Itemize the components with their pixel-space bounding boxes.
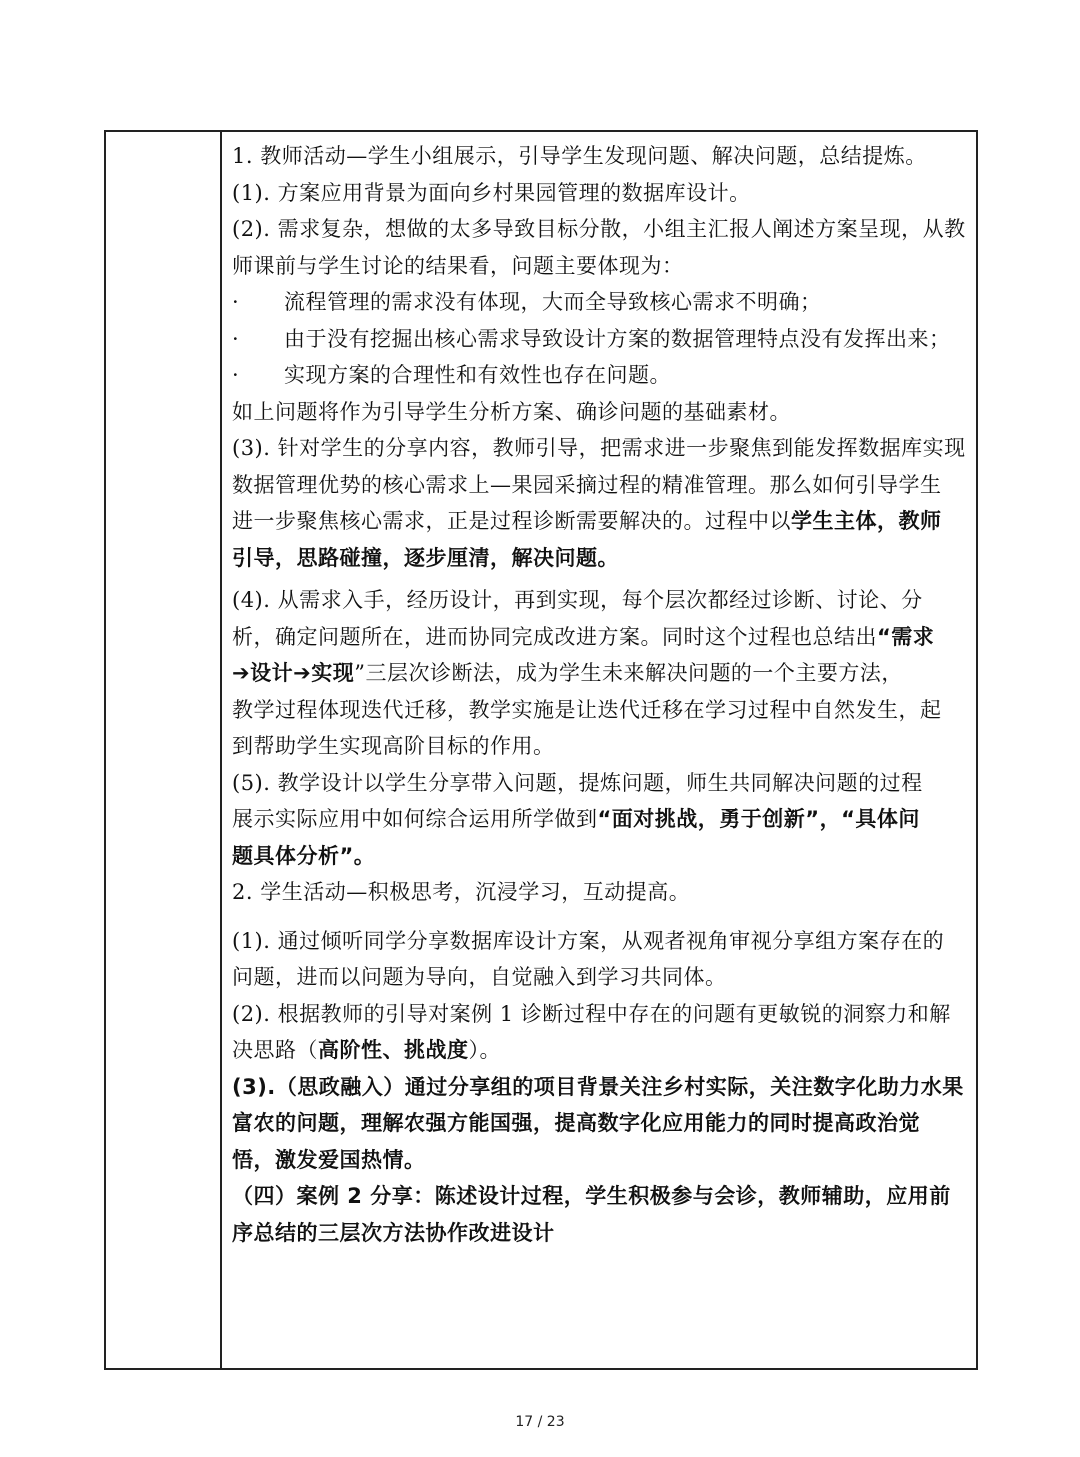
bullet-text: 实现方案的合理性和有效性也存在问题。 — [284, 363, 671, 387]
paragraph-line — [232, 619, 972, 656]
paragraph-line: (4). 从需求入手，经历设计，再到实现，每个层次都经过诊断、讨论、分 — [232, 588, 923, 612]
paragraph-line: 数据管理优势的核心需求上—果园采摘过程的精准管理。那么如何引导学生 — [232, 472, 942, 497]
bold-paragraph-line: 题具体分析”。 — [232, 843, 376, 868]
paragraph-line: 如上问题将作为引导学生分析方案、确诊问题的基础素材。 — [232, 399, 791, 424]
bold-text-segment: 高阶性、挑战度 — [318, 1038, 469, 1062]
bullet-item — [232, 284, 972, 321]
case-2-heading: （四）案例 2 分享：陈述设计过程，学生积极参与会诊，教师辅助，应用前 — [232, 1184, 951, 1208]
bold-paragraph-line: 富农的问题，理解农强方能国强，提高数字化应用能力的同时提高政治觉 — [232, 1111, 920, 1135]
teacher-activity-heading: 1. 教师活动—学生小组展示，引导学生发现问题、解决问题，总结提炼。 — [232, 144, 927, 168]
bullet-text: 由于没有挖掘出核心需求导致设计方案的数据管理特点没有发挥出来； — [284, 326, 951, 351]
bullet-text: 流程管理的需求没有体现，大而全导致核心需求不明确； — [284, 290, 822, 314]
text-segment: ”三层次诊断法，成为学生未来解决问题的一个主要方法， — [354, 661, 903, 685]
paragraph-line — [232, 1032, 972, 1069]
paragraph-line: (2). 根据教师的引导对案例 1 诊断过程中存在的问题有更敏锐的洞察力和解 — [232, 1001, 951, 1026]
paragraph-line: (3). 针对学生的分享内容，教师引导，把需求进一步聚焦到能发挥数据库实现 — [232, 436, 966, 460]
bullet-dot: · — [232, 326, 240, 351]
bullet-item — [232, 357, 972, 394]
bullet-item — [232, 321, 972, 358]
page-number: 17 / 23 — [515, 1414, 565, 1430]
table-content-cell — [232, 138, 972, 1251]
paragraph-line: 到帮助学生实现高阶目标的作用。 — [232, 734, 555, 758]
paragraph-line: (1). 方案应用背景为面向乡村果园管理的数据库设计。 — [232, 180, 751, 205]
text-segment: 析，确定问题所在，进而协同完成改进方案。同时这个过程也总结出 — [232, 624, 877, 649]
bold-paragraph-line: (3).（思政融入）通过分享组的项目背景关注乡村实际，关注数字化助力水果 — [232, 1074, 964, 1099]
bold-paragraph-line: 悟，激发爱国热情。 — [232, 1147, 426, 1172]
table-column-divider — [220, 132, 222, 1368]
paragraph-line — [232, 503, 972, 540]
paragraph-line: 问题，进而以问题为导向，自觉融入到学习共同体。 — [232, 965, 727, 989]
text-segment: 展示实际应用中如何综合运用所学做到 — [232, 807, 598, 831]
paragraph-line: (5). 教学设计以学生分享带入问题，提炼问题，师生共同解决问题的过程 — [232, 770, 923, 795]
paragraph-line: 教学过程体现迭代迁移，教学实施是让迭代迁移在学习过程中自然发生，起 — [232, 697, 942, 722]
paragraph-line — [232, 801, 972, 838]
paragraph-line — [232, 655, 972, 692]
bullet-dot: · — [232, 363, 240, 387]
bold-paragraph-line: 引导，思路碰撞，逐步厘清，解决问题。 — [232, 545, 619, 570]
student-activity-heading: 2. 学生活动—积极思考，沉浸学习，互动提高。 — [232, 880, 691, 904]
table-left-cell — [106, 132, 220, 1368]
text-segment: 决思路（ — [232, 1038, 318, 1062]
lesson-table — [104, 130, 978, 1370]
bold-text-segment: 学生主体，教师 — [791, 509, 942, 533]
paragraph-line: (1). 通过倾听同学分享数据库设计方案，从观者视角审视分享组方案存在的 — [232, 928, 945, 953]
bold-text-segment: “面对挑战，勇于创新”，“具体问 — [597, 807, 920, 831]
paragraph-line: 师课前与学生讨论的结果看，问题主要体现为： — [232, 253, 684, 278]
bold-text-segment: “需求 — [877, 624, 935, 649]
bold-text-segment: ➔设计➔实现 — [232, 661, 355, 685]
case-2-heading-cont: 序总结的三层次方法协作改进设计 — [232, 1220, 555, 1245]
text-segment: 进一步聚焦核心需求，正是过程诊断需要解决的。过程中以 — [232, 509, 791, 533]
text-segment: ）。 — [468, 1038, 501, 1062]
bullet-dot: · — [232, 290, 240, 314]
paragraph-line: (2). 需求复杂，想做的太多导致目标分散，小组主汇报人阐述方案呈现，从教 — [232, 217, 966, 241]
